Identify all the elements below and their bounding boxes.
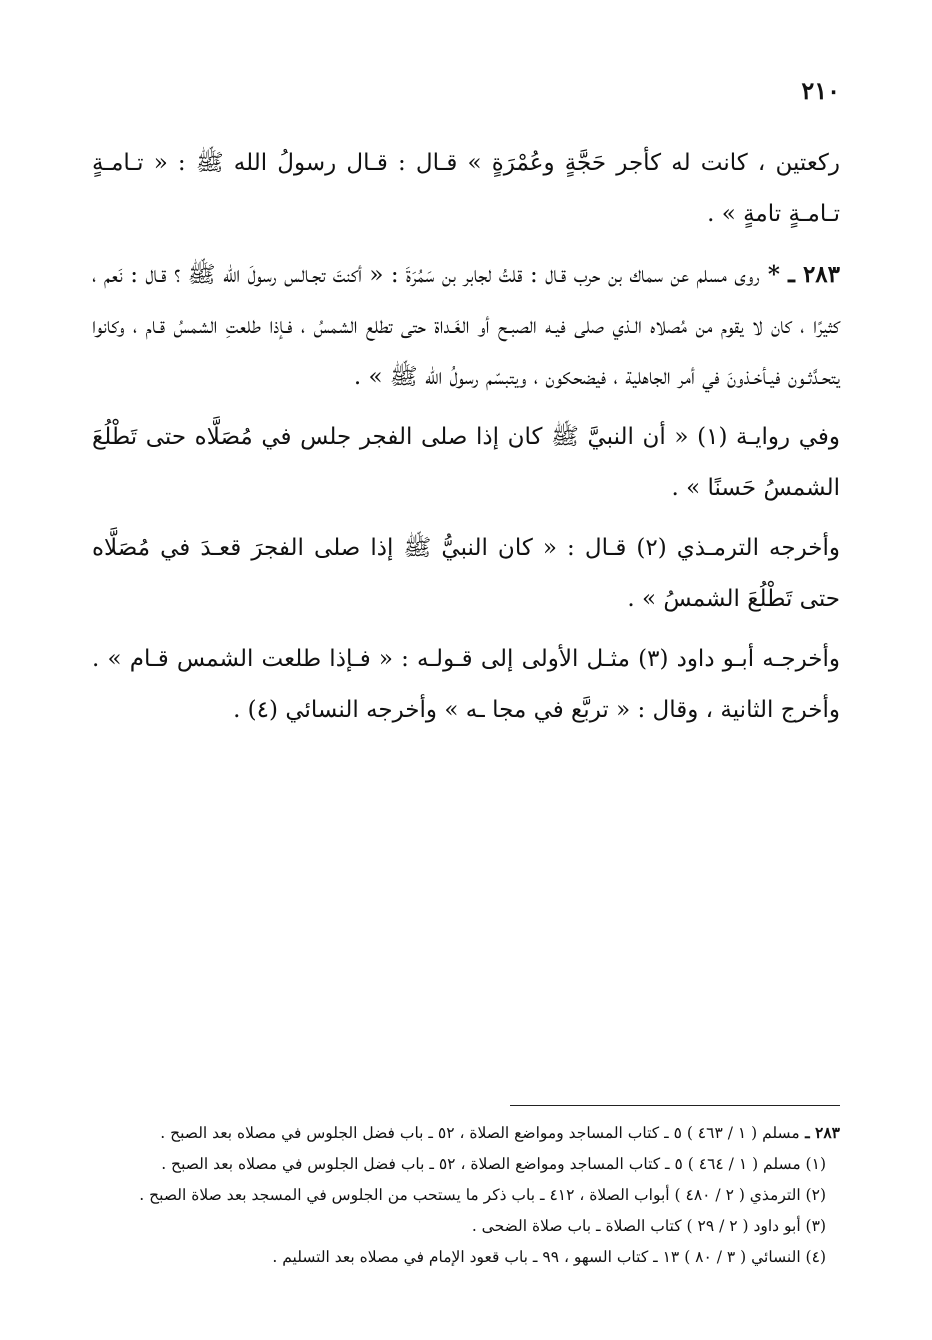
paragraph-text: ركعتين ، كانت له كأجر حَجَّةٍ وعُمْرَةٍ » قـال : قـال رسولُ الله ﷺ : « تـامـةٍ تـامـةٍ تامةٍ » . (92, 150, 840, 227)
paragraph-text: وفي روايـة (١) « أن النبيَّ ﷺ كان إذا صلى الفجر جلس في مُصَلَّاه حتى تَطْلُعَ الشمسُ حَسنًا » . (92, 424, 840, 501)
footnote-text: (١) مسلم ( ١ / ٤٦٤ ) ٥ ـ كتاب المساجد ومواضع الصلاة ، ٥٢ ـ باب فضل الجلوس في مصلاه بعد الصبح . (161, 1155, 826, 1173)
hadith-paragraph (92, 249, 840, 403)
paragraph (92, 412, 840, 514)
footnote (92, 1242, 840, 1273)
footnote (92, 1211, 840, 1242)
paragraph-text: وأخرجه الترمـذي (٢) قـال : « كان النبيُّ ﷺ إذا صلى الفجرَ قعـدَ في مُصَلَّاه حتى تَطْلُعَ الشمسُ » . (92, 535, 840, 612)
footnote (92, 1117, 840, 1149)
footnotes (92, 1117, 840, 1273)
paragraph-text: وأخرجـه أبـو داود (٣) مثـل الأولى إلى قـولـه : « فـإذا طلعت الشمس قـام » . وأخرج الثانية ، وقال : « تربَّع في مجا ـه » وأخرجه النسائي (٤) . (92, 646, 840, 723)
footnote-text: (٣) أبو داود ( ٢ / ٢٩ ) كتاب الصلاة ـ باب صلاة الضحى . (471, 1217, 826, 1235)
paragraph (92, 523, 840, 625)
footnote (92, 1180, 840, 1211)
footnote (92, 1149, 840, 1180)
paragraph (92, 634, 840, 736)
body-text (92, 138, 840, 745)
footnote-text: (٤) النسائي ( ٣ / ٨٠ ) ١٣ ـ كتاب السهو ، ٩٩ ـ باب قعود الإمام في مصلاه بعد التسليم . (272, 1248, 826, 1266)
footnote-text: (٢) الترمذي ( ٢ / ٤٨٠ ) أبواب الصلاة ، ٤١٢ ـ باب ذكر ما يستحب من الجلوس في المسجد بعد صلاة الصبح . (139, 1186, 826, 1204)
hadith-number: ٢٨٣ ـ * (759, 261, 840, 288)
footnote-divider (510, 1105, 840, 1106)
footnote-text: مسلم ( ١ / ٤٦٣ ) ٥ ـ كتاب المساجد ومواضع الصلاة ، ٥٢ ـ باب فضل الجلوس في مصلاه بعد الصبح . (160, 1124, 800, 1142)
page-number: ٢١٠ (801, 76, 840, 105)
footnote-number: ٢٨٣ ـ (799, 1123, 840, 1142)
paragraph (92, 138, 840, 240)
paragraph-text: روى مسلم عن سماك بن حرب قـال : قلتُ لجابر بن سَمُرَةَ : « أكنتَ تجـالس رسولَ الله ﷺ ؟ قـال : نَعم ، كثيرًا ، كان لا يقوم من مُصلاه الـذي صلى فيـه الصبـح أو الغَـداة حتى تطلع الشمسُ ، فـإذا طلعتِ الشمسُ قـام ، وكانوا يتحـدَّثـون فيـأخـذونَ في أمر الجاهلية ، فيضحكون ، ويتبسّم رسولُ الله ﷺ » . (92, 262, 840, 390)
